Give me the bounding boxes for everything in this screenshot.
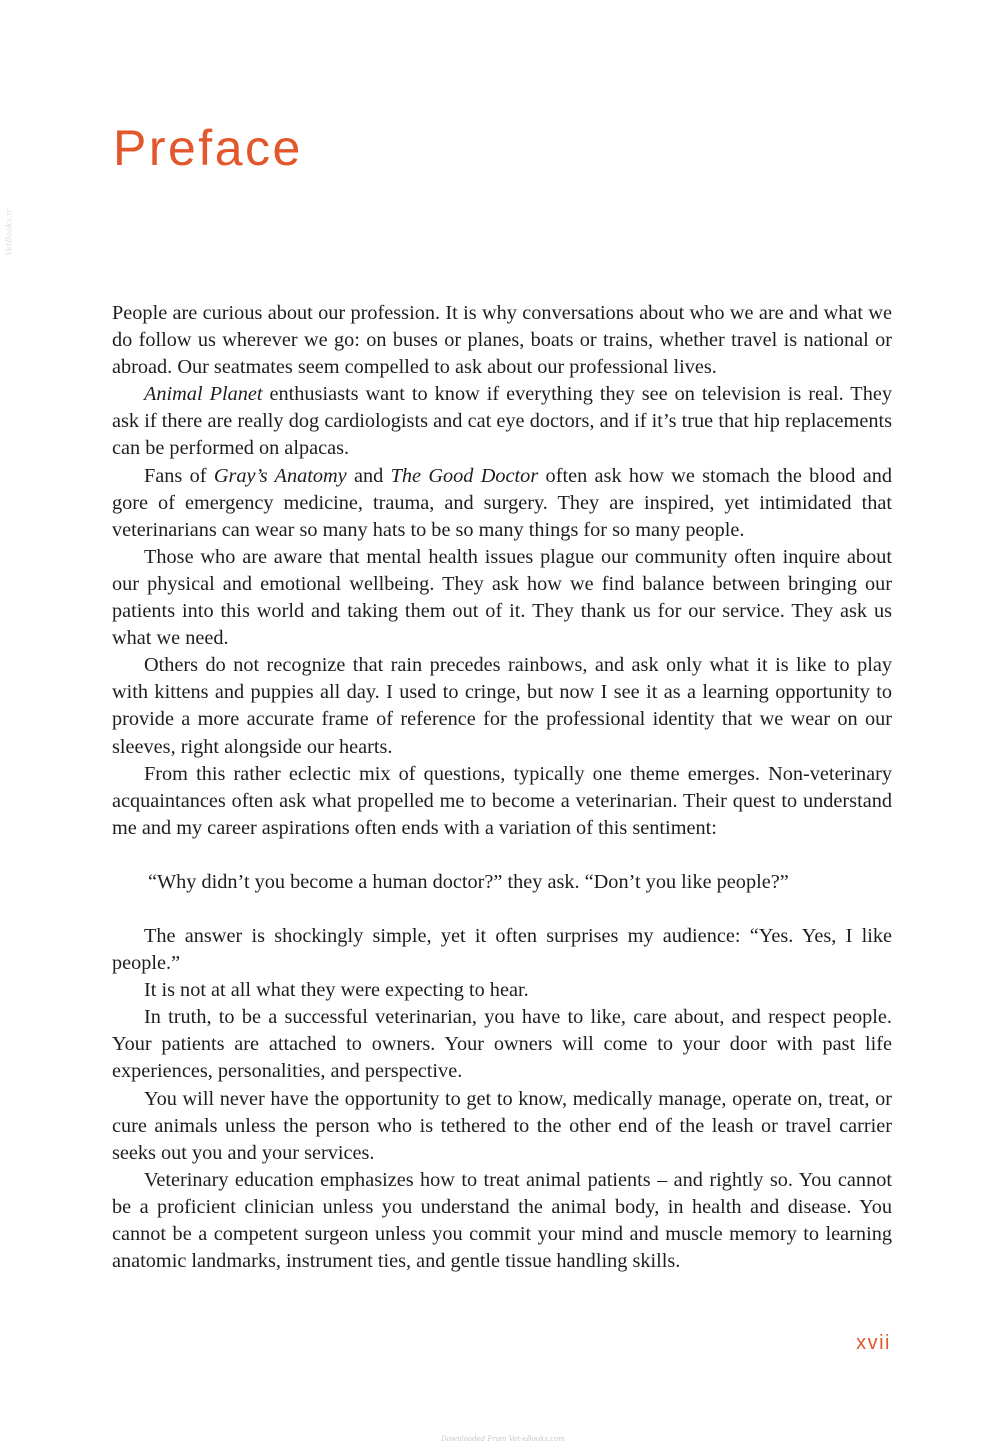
paragraph xyxy=(112,300,892,381)
text-run: You will never have the opportunity to get to know, medically manage, operate on, treat, or cure animals unless the person who is tethered to the other end of the leash or travel carrier seeks out you and your services. xyxy=(112,1087,892,1164)
block-quote xyxy=(112,869,892,896)
footer-watermark: Downloaded From Vet-eBooks.com xyxy=(441,1435,565,1443)
text-run: “Why didn’t you become a human doctor?” they ask. “Don’t you like people?” xyxy=(148,870,789,893)
paragraph xyxy=(112,652,892,760)
body-text xyxy=(112,300,892,1275)
paragraph xyxy=(112,463,892,544)
text-run: often ask how we stomach the blood and gore of emergency medicine, trauma, and surgery. They are inspired, yet intimidated that veterinarians can wear so many hats to be so many things for so many people. xyxy=(112,464,892,541)
paragraph xyxy=(112,1004,892,1085)
text-run: In truth, to be a successful veterinarian, you have to like, care about, and respect people. Your patients are attached to owners. Your owners will come to your door with past life experiences, personalities, and perspective. xyxy=(112,1006,892,1083)
paragraph xyxy=(112,1167,892,1275)
page-number: xvii xyxy=(856,1332,891,1354)
chapter-title: Preface xyxy=(113,120,303,176)
text-run: It is not at all what they were expecting to hear. xyxy=(144,979,529,1002)
paragraph xyxy=(112,761,892,842)
text-run: Those who are aware that mental health issues plague our community often inquire about our physical and emotional wellbeing. They ask how we find balance between bringing our patients into this world and taking them out of it. They thank us for our service. They ask us what we need. xyxy=(112,545,892,650)
text-run: Fans of xyxy=(144,464,214,487)
text-run: From this rather eclectic mix of questions, typically one theme emerges. Non-veterinary acquaintances often ask what propelled me to become a veterinarian. Their quest to understand me and my career aspirations often ends with a variation of this sentiment: xyxy=(112,762,892,839)
side-watermark: VetBooks.ir xyxy=(4,209,14,256)
paragraph xyxy=(112,544,892,652)
italic-title: Gray’s Anatomy xyxy=(213,464,347,487)
paragraph xyxy=(112,977,892,1004)
paragraph xyxy=(112,1086,892,1167)
text-run: Others do not recognize that rain precedes rainbows, and ask only what it is like to play with kittens and puppies all day. I used to cringe, but now I see it as a learning opportunity to provide a more accurate frame of reference for the professional identity that we wear on our sleeves, right alongside our hearts. xyxy=(112,654,892,758)
paragraph xyxy=(112,381,892,462)
paragraph xyxy=(112,923,892,977)
text-run: enthusiasts want to know if everything they see on television is real. They ask if there are really dog cardiologists and cat eye doctors, and if it’s true that hip replacements can be performed on alpacas. xyxy=(112,383,892,460)
text-run: People are curious about our profession. It is why conversations about who we are and what we do follow us wherever we go: on buses or planes, boats or trains, whether travel is national or abroad. Our seatmates seem compelled to ask about our professional lives. xyxy=(112,302,892,379)
text-run: The answer is shockingly simple, yet it often surprises my audience: “Yes. Yes, I like people.” xyxy=(112,924,892,975)
italic-title: The Good Doctor xyxy=(390,464,539,487)
text-run: Veterinary education emphasizes how to treat animal patients – and rightly so. You cannot be a proficient clinician unless you understand the animal body, in health and disease. You cannot be a competent surgeon unless you commit your mind and muscle memory to learning anatomic landmarks, instrument ties, and gentle tissue handling skills. xyxy=(112,1168,892,1273)
italic-title: Animal Planet xyxy=(144,383,263,406)
text-run: and xyxy=(346,464,391,487)
